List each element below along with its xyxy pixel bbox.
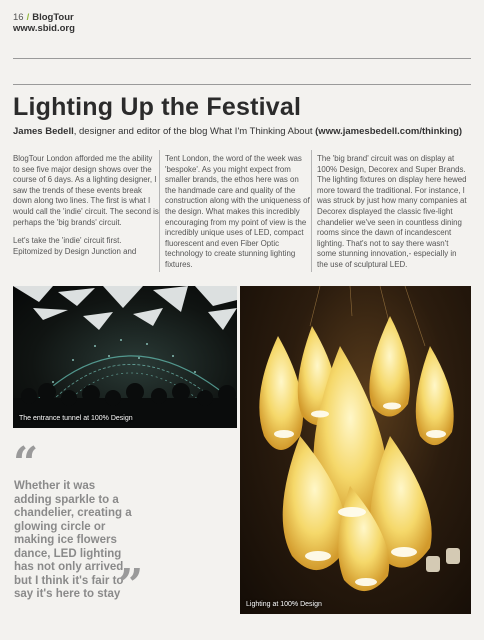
photo-caption: Lighting at 100% Design [246, 601, 322, 608]
paragraph: BlogTour London afforded me the ability to see five major design shows over the course of 6 days. As a lighting designer, I saw the trends of these events break down along two lines. The first is what I would call the 'indie' circuit. The second is perhaps the 'big brands' circuit. [13, 154, 159, 227]
page-header [13, 12, 75, 34]
author-name: James Bedell [13, 126, 74, 137]
byline [13, 126, 483, 137]
author-url[interactable]: (www.jamesbedell.com/thinking) [315, 126, 463, 137]
paragraph: Tent London, the word of the week was 'bespoke'. As you might expect from smaller brands, the ethos here was on the handmade care and quality of the construction along with the uniqueness of the design. What makes this incredibly encouraging from my point of view is the incredibly unique uses of LED, compact fluorescent and even Fiber Optic technology to create stunning lighting fixtures. [165, 154, 310, 269]
article-title: Lighting Up the Festival [13, 93, 302, 121]
photo-caption: The entrance tunnel at 100% Design [19, 415, 133, 422]
article-column-3 [317, 154, 469, 279]
author-role: , designer and editor of the blog What I'm Thinking About [73, 126, 316, 137]
title-rule [13, 84, 471, 85]
page-number: 16 [13, 12, 24, 23]
article-column-2 [165, 154, 311, 279]
chandelier-photo [240, 286, 471, 614]
top-rule [13, 58, 471, 59]
article-column-1 [13, 154, 159, 265]
paragraph: The 'big brand' circuit was on display at 100% Design, Decorex and Super Brands. The lighting fixtures on display here hewed more toward the traditional. For instance, I was struck by just how many companies at Decorex displayed the classic five-light chandelier we've seen in countless dining rooms since the dawn of incandescent lighting. That's not to say there wasn't some stunning innovation,- especially in the use of sculptural LED. [317, 154, 467, 269]
open-quote-mark: “ [13, 438, 39, 489]
pull-quote: Whether it was adding sparkle to a chandelier, creating a glowing circle or making ice flowers dance, LED lighting has not only arrived, but I think it's fair to say it's here to stay [14, 480, 132, 600]
section-name: BlogTour [32, 12, 74, 23]
entrance-tunnel-photo [13, 286, 237, 428]
entrance-tunnel-illustration [13, 286, 237, 428]
chandelier-illustration [240, 286, 471, 614]
column-divider [311, 150, 312, 272]
header-separator: / [26, 12, 30, 23]
close-quote-mark: ” [118, 560, 144, 611]
paragraph: Let's take the 'indie' circuit first. Epitomized by Design Junction and [13, 236, 137, 256]
website-link[interactable]: www.sbid.org [13, 23, 75, 34]
column-divider [159, 150, 160, 272]
